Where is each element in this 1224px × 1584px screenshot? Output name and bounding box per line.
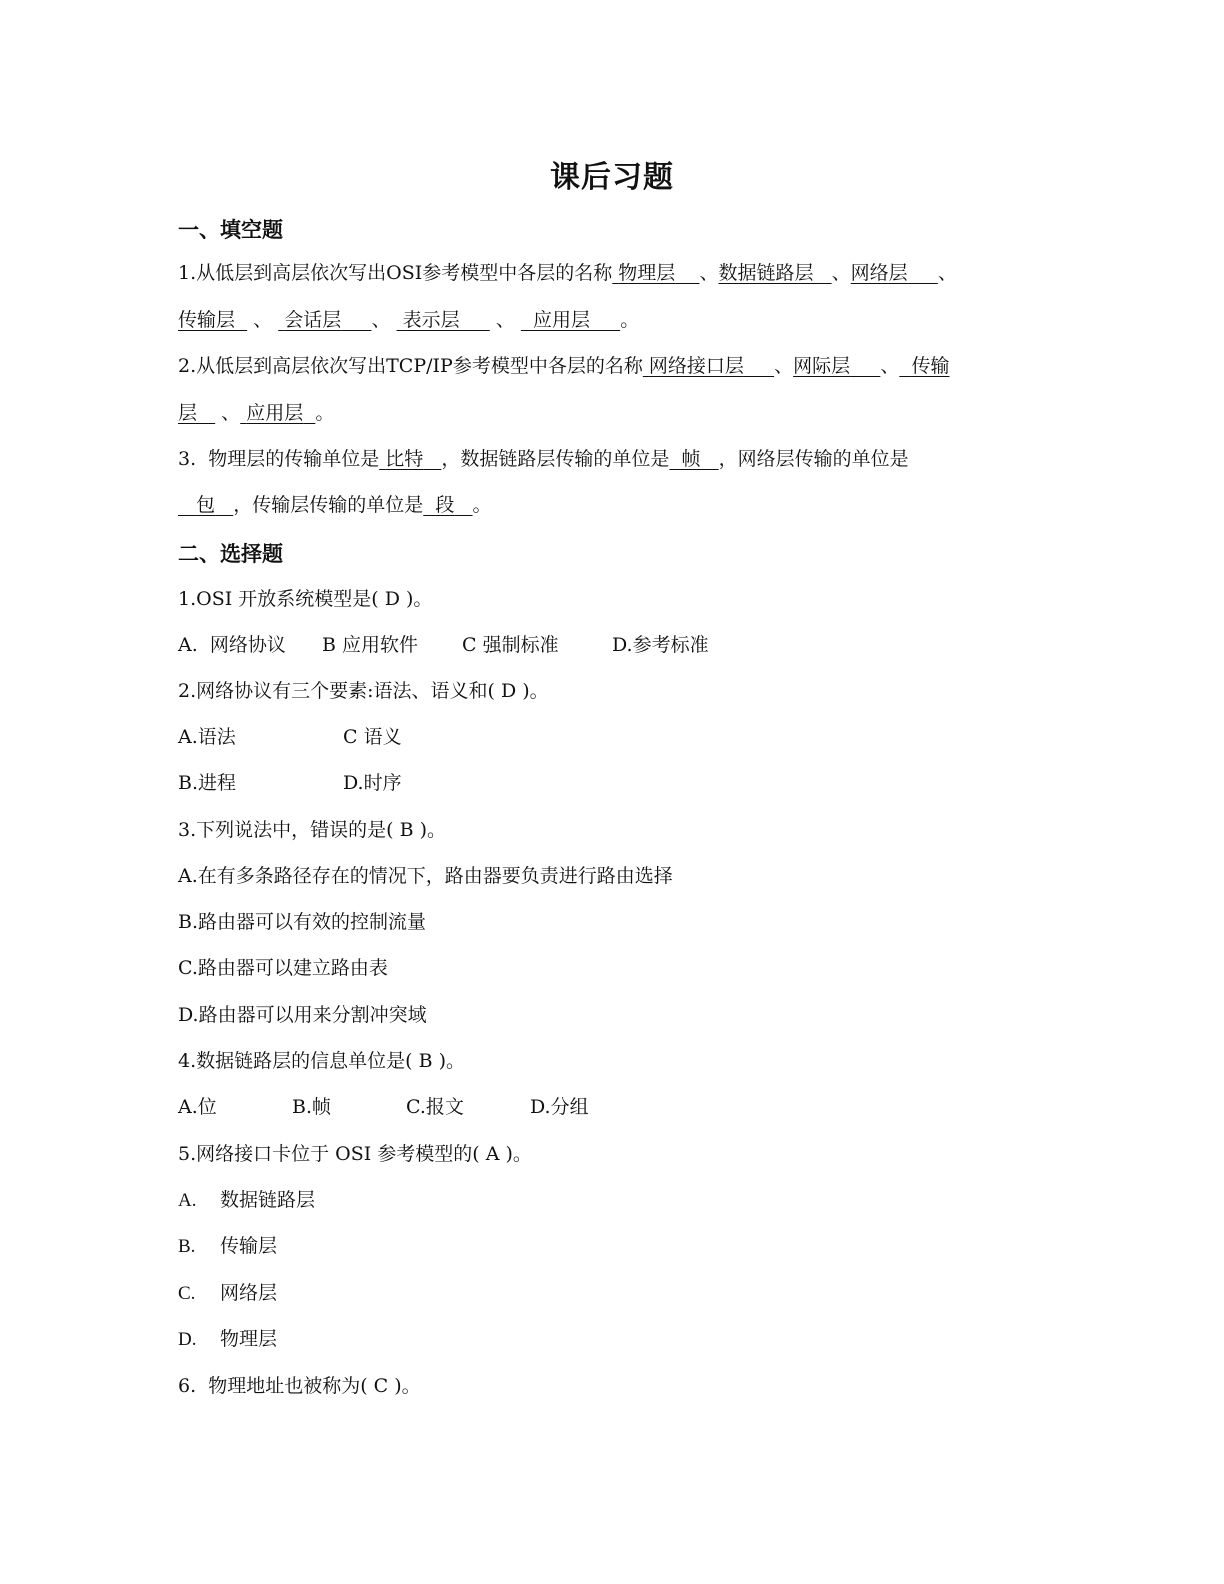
fill-q3-line2: 包 ，传输层传输的单位是 段 。 bbox=[196, 494, 492, 516]
choice-q3-option-c: C.路由器可以建立路由表 bbox=[178, 957, 388, 979]
fill-q2-line1: 2.从低层到高层依次写出TCP/IP参考模型中各层的名称 网络接口层 、网际层 、 传输 bbox=[178, 355, 950, 377]
choice-q5-letter-b: B. bbox=[178, 1236, 196, 1257]
fill-q1-answer-3: 网络层 bbox=[850, 262, 908, 284]
choice-q1-stem: 1.OSI 开放系统模型是( D )。 bbox=[178, 588, 433, 610]
choice-q4-option-a: A.位 bbox=[178, 1096, 217, 1118]
fill-q3-prefix: 3. 物理层的传输单位是 bbox=[178, 448, 380, 470]
section-heading-choice: 二、选择题 bbox=[178, 542, 283, 566]
fill-q1-answer-1: 物理层 bbox=[618, 262, 676, 284]
choice-q3-option-a: A.在有多条路径存在的情况下，路由器要负责进行路由选择 bbox=[178, 865, 673, 887]
choice-q4-stem: 4.数据链路层的信息单位是( B )。 bbox=[178, 1050, 465, 1072]
fill-q3-mid1: ，数据链路层传输的单位是 bbox=[441, 448, 670, 470]
fill-q3-mid2: ，网络层传输的单位是 bbox=[718, 448, 909, 470]
choice-q2-options-row1 bbox=[178, 724, 402, 750]
fill-q1-answer-6: 表示层 bbox=[402, 309, 460, 331]
choice-q1-option-c: C 强制标准 bbox=[462, 634, 559, 656]
choice-q2-option-b: B.进程 bbox=[178, 772, 237, 794]
choice-q1-option-b: B 应用软件 bbox=[322, 634, 419, 656]
fill-q2-answer-2: 网际层 bbox=[793, 355, 851, 377]
choice-q2-option-c: C 语义 bbox=[343, 726, 402, 748]
fill-q1-prefix: 1.从低层到高层依次写出OSI参考模型中各层的名称 bbox=[178, 262, 613, 284]
fill-q2-line2: 层 、 应用层 。 bbox=[178, 402, 335, 424]
fill-q3-answer-4: 段 bbox=[435, 494, 455, 516]
choice-q5-option-b bbox=[178, 1233, 277, 1260]
fill-q1-line2: 传输层 、 会话层 、 表示层 、 应用层 。 bbox=[178, 309, 640, 331]
fill-q3-line1 bbox=[178, 446, 909, 472]
choice-q3-option-b: B.路由器可以有效的控制流量 bbox=[178, 911, 427, 933]
fill-q1-answer-7: 应用层 bbox=[532, 309, 590, 331]
choice-q4-option-c: C.报文 bbox=[406, 1096, 464, 1118]
choice-q5-text-a: 数据链路层 bbox=[220, 1189, 316, 1211]
fill-q2-answer-3b: 层 bbox=[178, 402, 198, 424]
fill-q3-answer-1: 比特 bbox=[385, 448, 424, 470]
fill-q1-answer-4: 传输层 bbox=[178, 309, 236, 331]
choice-q5-text-c: 网络层 bbox=[220, 1282, 278, 1304]
choice-q1-option-a: A. 网络协议 bbox=[178, 634, 286, 656]
choice-q3-stem: 3.下列说法中，错误的是( B )。 bbox=[178, 819, 446, 841]
choice-q4-options bbox=[178, 1094, 589, 1120]
choice-q1-options bbox=[178, 632, 709, 658]
choice-q5-stem: 5.网络接口卡位于 OSI 参考模型的( A )。 bbox=[178, 1143, 532, 1165]
choice-q2-option-a: A.语法 bbox=[178, 726, 236, 748]
choice-q5-option-c bbox=[178, 1280, 277, 1307]
fill-q3-answer-3: 包 bbox=[196, 494, 216, 516]
fill-q2-answer-1: 网络接口层 bbox=[648, 355, 744, 377]
page-title: 课后习题 bbox=[550, 160, 674, 195]
choice-q4-option-d: D.分组 bbox=[530, 1096, 589, 1118]
choice-q5-option-a bbox=[178, 1187, 315, 1214]
choice-q5-text-b: 传输层 bbox=[220, 1235, 278, 1257]
choice-q2-options-row2 bbox=[178, 770, 402, 796]
section-heading-fill: 一、填空题 bbox=[178, 218, 283, 242]
fill-q1-answer-2: 数据链路层 bbox=[718, 262, 814, 284]
fill-q2-prefix: 2.从低层到高层依次写出TCP/IP参考模型中各层的名称 bbox=[178, 355, 643, 377]
choice-q5-text-d: 物理层 bbox=[220, 1328, 278, 1350]
choice-q5-letter-c: C. bbox=[178, 1283, 196, 1304]
choice-q5-letter-a: A. bbox=[178, 1190, 197, 1211]
choice-q1-option-d: D.参考标准 bbox=[612, 634, 709, 656]
choice-q6-stem: 6. 物理地址也被称为( C )。 bbox=[178, 1375, 421, 1397]
choice-q2-stem: 2.网络协议有三个要素:语法、语义和( D )。 bbox=[178, 680, 549, 702]
fill-q2-answer-3: 传输 bbox=[911, 355, 950, 377]
fill-q1-line1: 1.从低层到高层依次写出OSI参考模型中各层的名称 物理层 、数据链路层 、网络层 、 bbox=[178, 262, 957, 284]
choice-q4-option-b: B.帧 bbox=[292, 1096, 332, 1118]
choice-q3-option-d: D.路由器可以用来分割冲突域 bbox=[178, 1004, 427, 1026]
fill-q3-answer-2: 帧 bbox=[681, 448, 701, 470]
choice-q5-option-d bbox=[178, 1326, 277, 1353]
fill-q1-answer-5: 会话层 bbox=[284, 309, 342, 331]
choice-q5-letter-d: D. bbox=[178, 1329, 197, 1350]
fill-q3-mid3: ，传输层传输的单位是 bbox=[233, 494, 424, 516]
choice-q2-option-d: D.时序 bbox=[343, 772, 402, 794]
fill-q2-answer-4: 应用层 bbox=[246, 402, 304, 424]
